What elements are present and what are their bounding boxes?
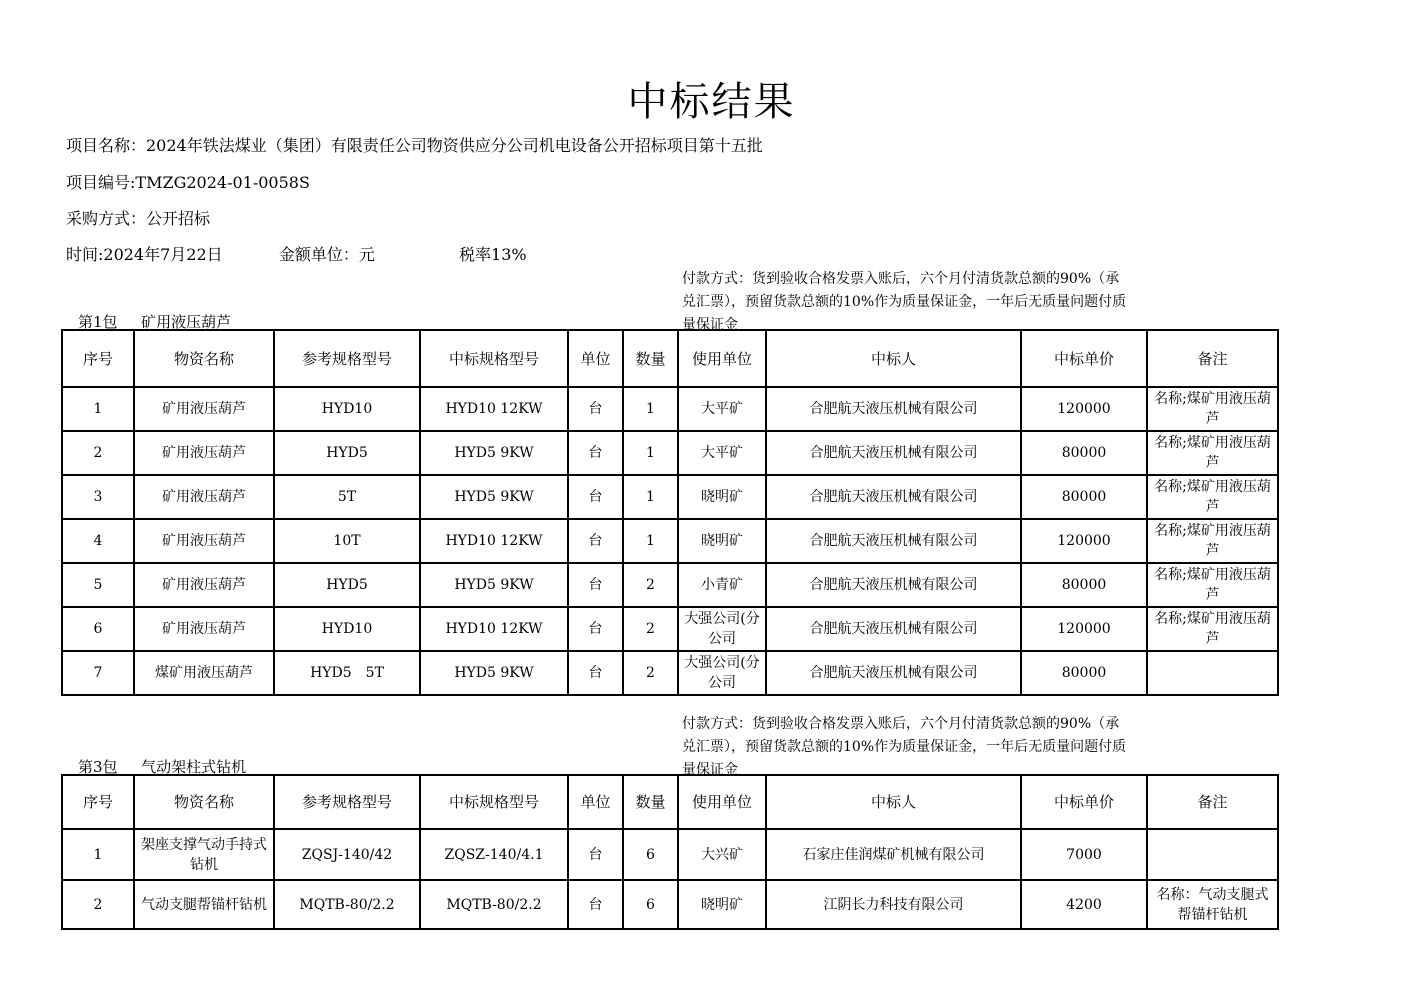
table-cell: 气动支腿帮锚杆钻机 [134, 880, 274, 929]
table-cell: 2 [623, 607, 678, 651]
column-header: 中标规格型号 [420, 330, 568, 387]
tax-rate: 税率13% [459, 245, 527, 264]
table-cell: 80000 [1021, 431, 1147, 475]
table-cell: 1 [623, 387, 678, 431]
table-cell: 5 [62, 563, 134, 607]
table-cell: 1 [623, 519, 678, 563]
table-cell: HYD5 5T [274, 651, 420, 695]
table-cell: 6 [62, 607, 134, 651]
table-cell: 台 [568, 563, 623, 607]
package-number: 第1包 [78, 313, 118, 331]
table-cell: 台 [568, 387, 623, 431]
bid-table-pkg3 [61, 774, 1279, 930]
table-row [62, 829, 1278, 880]
table-cell: 合肥航天液压机械有限公司 [766, 519, 1021, 563]
table-cell: 合肥航天液压机械有限公司 [766, 607, 1021, 651]
page-title: 中标结果 [627, 79, 796, 125]
table-cell: 5T [274, 475, 420, 519]
table-cell: 煤矿用液压葫芦 [134, 651, 274, 695]
table-cell: 120000 [1021, 607, 1147, 651]
table-cell: HYD10 12KW [420, 387, 568, 431]
package-name: 气动架柱式钻机 [141, 758, 247, 776]
table-cell: 10T [274, 519, 420, 563]
table-cell: 台 [568, 607, 623, 651]
date: 时间:2024年7月22日 [66, 245, 223, 264]
table-header-row [62, 330, 1278, 387]
table-cell: HYD10 12KW [420, 607, 568, 651]
table-cell: 台 [568, 651, 623, 695]
table-cell: 江阴长力科技有限公司 [766, 880, 1021, 929]
table-cell: 1 [62, 829, 134, 880]
table-cell: 名称;煤矿用液压葫芦 [1147, 519, 1278, 563]
payment-terms-pkg3: 付款方式：货到验收合格发票入账后，六个月付清货款总额的90%（承兑汇票），预留货款总额的10%作为质量保证金，一年后无质量问题付质量保证金 [682, 716, 1127, 778]
table-cell: 120000 [1021, 387, 1147, 431]
column-header: 序号 [62, 775, 134, 829]
currency-unit: 金额单位：元 [278, 245, 375, 264]
table-cell: 台 [568, 519, 623, 563]
table-cell: HYD10 12KW [420, 519, 568, 563]
table-cell: 大强公司(分公司 [678, 651, 766, 695]
table-cell: 合肥航天液压机械有限公司 [766, 431, 1021, 475]
table-cell: 名称;煤矿用液压葫芦 [1147, 607, 1278, 651]
table-cell: 台 [568, 829, 623, 880]
column-header: 单位 [568, 775, 623, 829]
meta-line [66, 242, 527, 265]
table-cell: 2 [62, 880, 134, 929]
table-header-row [62, 775, 1278, 829]
table-cell: 石家庄佳润煤矿机械有限公司 [766, 829, 1021, 880]
table-cell [1147, 829, 1278, 880]
table-cell: 1 [62, 387, 134, 431]
table-cell: 合肥航天液压机械有限公司 [766, 387, 1021, 431]
table-cell [1147, 651, 1278, 695]
table-cell: 名称;煤矿用液压葫芦 [1147, 431, 1278, 475]
column-header: 序号 [62, 330, 134, 387]
table-cell: 1 [623, 431, 678, 475]
table-cell: 1 [623, 475, 678, 519]
table-cell: HYD5 [274, 563, 420, 607]
table-cell: 3 [62, 475, 134, 519]
table-cell: 4 [62, 519, 134, 563]
table-cell: 大平矿 [678, 387, 766, 431]
column-header: 物资名称 [134, 775, 274, 829]
table-cell: 2 [623, 563, 678, 607]
table-row [62, 387, 1278, 431]
table-cell: 台 [568, 431, 623, 475]
column-header: 参考规格型号 [274, 330, 420, 387]
table-cell: 矿用液压葫芦 [134, 607, 274, 651]
table-cell: 矿用液压葫芦 [134, 431, 274, 475]
column-header: 中标人 [766, 330, 1021, 387]
table-row [62, 475, 1278, 519]
table-cell: 名称;煤矿用液压葫芦 [1147, 387, 1278, 431]
package-number: 第3包 [78, 758, 118, 776]
payment-terms-pkg1: 付款方式：货到验收合格发票入账后，六个月付清货款总额的90%（承兑汇票），预留货款总额的10%作为质量保证金，一年后无质量问题付质量保证金 [682, 271, 1127, 333]
table-cell: 台 [568, 880, 623, 929]
table-cell: HYD10 [274, 607, 420, 651]
column-header: 备注 [1147, 775, 1278, 829]
table-cell: 矿用液压葫芦 [134, 563, 274, 607]
project-name: 项目名称：2024年铁法煤业（集团）有限责任公司物资供应分公司机电设备公开招标项目第十五批 [66, 136, 763, 155]
table-cell: 架座支撑气动手持式钻机 [134, 829, 274, 880]
table-cell: 80000 [1021, 563, 1147, 607]
project-code: 项目编号:TMZG2024-01-0058S [66, 173, 310, 192]
procurement-method: 采购方式：公开招标 [66, 209, 211, 228]
column-header: 数量 [623, 330, 678, 387]
column-header: 数量 [623, 775, 678, 829]
table-cell: 80000 [1021, 651, 1147, 695]
table-cell: 合肥航天液压机械有限公司 [766, 563, 1021, 607]
table-row [62, 519, 1278, 563]
table-cell: ZQSJ-140/42 [274, 829, 420, 880]
column-header: 单位 [568, 330, 623, 387]
column-header: 中标单价 [1021, 330, 1147, 387]
table-cell: 6 [623, 829, 678, 880]
table-cell: 2 [62, 431, 134, 475]
table-row [62, 563, 1278, 607]
table-cell: HYD5 9KW [420, 431, 568, 475]
table-cell: 合肥航天液压机械有限公司 [766, 475, 1021, 519]
table-row [62, 651, 1278, 695]
column-header: 物资名称 [134, 330, 274, 387]
table-cell: HYD5 9KW [420, 475, 568, 519]
table-row [62, 607, 1278, 651]
column-header: 备注 [1147, 330, 1278, 387]
bid-table-pkg1 [61, 329, 1279, 696]
table-cell: 名称;煤矿用液压葫芦 [1147, 563, 1278, 607]
table-cell: MQTB-80/2.2 [274, 880, 420, 929]
table-cell: HYD5 9KW [420, 563, 568, 607]
column-header: 中标规格型号 [420, 775, 568, 829]
column-header: 使用单位 [678, 330, 766, 387]
table-cell: 大兴矿 [678, 829, 766, 880]
table-cell: ZQSZ-140/4.1 [420, 829, 568, 880]
table-cell: 晓明矿 [678, 880, 766, 929]
table-cell: 6 [623, 880, 678, 929]
column-header: 中标人 [766, 775, 1021, 829]
table-cell: 大强公司(分公司 [678, 607, 766, 651]
table-cell: 小青矿 [678, 563, 766, 607]
table-cell: HYD10 [274, 387, 420, 431]
column-header: 参考规格型号 [274, 775, 420, 829]
table-cell: 晓明矿 [678, 519, 766, 563]
column-header: 中标单价 [1021, 775, 1147, 829]
table-cell: 80000 [1021, 475, 1147, 519]
table-cell: HYD5 [274, 431, 420, 475]
table-cell: 名称：气动支腿式帮锚杆钻机 [1147, 880, 1278, 929]
table-row [62, 431, 1278, 475]
package-name: 矿用液压葫芦 [141, 313, 232, 331]
table-cell: HYD5 9KW [420, 651, 568, 695]
table-cell: 台 [568, 475, 623, 519]
table-cell: 120000 [1021, 519, 1147, 563]
table-cell: 名称;煤矿用液压葫芦 [1147, 475, 1278, 519]
table-cell: 2 [623, 651, 678, 695]
table-row [62, 880, 1278, 929]
table-cell: MQTB-80/2.2 [420, 880, 568, 929]
table-cell: 矿用液压葫芦 [134, 519, 274, 563]
column-header: 使用单位 [678, 775, 766, 829]
table-cell: 7000 [1021, 829, 1147, 880]
table-cell: 7 [62, 651, 134, 695]
table-cell: 大平矿 [678, 431, 766, 475]
table-cell: 矿用液压葫芦 [134, 475, 274, 519]
table-cell: 合肥航天液压机械有限公司 [766, 651, 1021, 695]
table-cell: 4200 [1021, 880, 1147, 929]
table-cell: 矿用液压葫芦 [134, 387, 274, 431]
table-cell: 晓明矿 [678, 475, 766, 519]
